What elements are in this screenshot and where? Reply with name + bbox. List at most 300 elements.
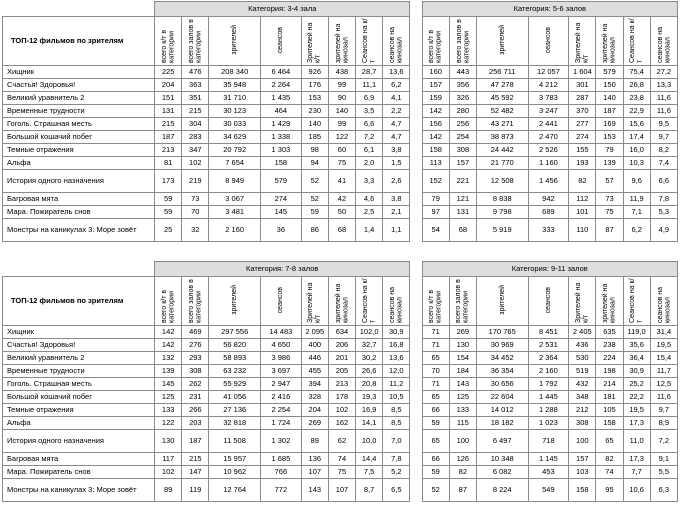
table-cell: 159: [422, 92, 449, 105]
table-gap: [410, 404, 422, 417]
table-cell: 13,6: [383, 352, 410, 365]
table-cell: 308: [182, 365, 209, 378]
table-cell: 41: [328, 170, 355, 193]
table-gap: [410, 466, 422, 479]
table-cell: 19,3: [356, 391, 383, 404]
table-gap: [410, 339, 422, 352]
column-header-label: зрителей на кинозал: [334, 283, 349, 323]
film-name: Хищник: [3, 66, 155, 79]
table-cell: 102: [182, 157, 209, 170]
film-name: История одного назначения: [3, 170, 155, 193]
table-cell: 102: [328, 404, 355, 417]
table-cell: 193: [569, 157, 596, 170]
table-cell: 70: [422, 365, 449, 378]
table-cell: 2,5: [356, 206, 383, 219]
table-cell: 74: [328, 453, 355, 466]
table-row: [3, 378, 678, 391]
table-cell: 71: [422, 378, 449, 391]
table-cell: 25,2: [623, 378, 650, 391]
table-cell: 2 531: [528, 339, 569, 352]
table-cell: 142: [422, 131, 449, 144]
table-cell: 130: [155, 430, 182, 453]
table-cell: 158: [569, 479, 596, 502]
table-cell: 13,3: [650, 79, 677, 92]
table-cell: 152: [422, 170, 449, 193]
table-cell: 101: [569, 206, 596, 219]
table-cell: 1 429: [260, 118, 301, 131]
column-header-label: всего залов в категории: [455, 19, 470, 63]
film-name: Большой кошачий побег: [3, 131, 155, 144]
table-cell: 3,8: [383, 144, 410, 157]
table-row: [3, 479, 678, 502]
table-cell: 19,5: [623, 404, 650, 417]
table-cell: 30,9: [383, 326, 410, 339]
table-cell: 41 056: [209, 391, 261, 404]
table-cell: 82: [596, 453, 623, 466]
table-cell: 52: [422, 479, 449, 502]
column-header: [476, 277, 528, 326]
table-cell: 62: [328, 430, 355, 453]
table-cell: 519: [569, 365, 596, 378]
column-header: [528, 277, 569, 326]
table-cell: 32 818: [209, 417, 261, 430]
table-cell: 7,7: [623, 466, 650, 479]
column-header-label: Сеансов на к/т: [361, 278, 377, 323]
table-cell: 12,0: [383, 365, 410, 378]
table-row: [3, 352, 678, 365]
table-cell: 133: [449, 404, 476, 417]
table-cell: 530: [569, 352, 596, 365]
table-row: [3, 92, 678, 105]
category-title-7-8: Категория: 7-8 залов: [155, 262, 410, 277]
table-cell: 213: [328, 378, 355, 391]
column-header: [650, 17, 677, 66]
table-gap: [410, 206, 422, 219]
table-cell: 34 629: [209, 131, 261, 144]
table-cell: 8,9: [650, 417, 677, 430]
table-cell: 11,7: [650, 365, 677, 378]
table-cell: 453: [528, 466, 569, 479]
table-row: [3, 144, 678, 157]
table-cell: 215: [182, 105, 209, 118]
table-cell: 308: [569, 417, 596, 430]
table-cell: 5 919: [476, 219, 528, 242]
table-cell: 347: [182, 144, 209, 157]
table-cell: 2 254: [261, 404, 302, 417]
table-cell: 15,4: [650, 352, 677, 365]
table-cell: 9,1: [650, 453, 677, 466]
column-header-label: Сеансов на к/т: [361, 18, 377, 63]
table-cell: 59: [422, 417, 449, 430]
table-cell: 38 873: [476, 131, 528, 144]
table-cell: 17,3: [623, 417, 650, 430]
table-cell: 74: [596, 466, 623, 479]
table-cell: 9 798: [476, 206, 528, 219]
table-cell: 400: [301, 339, 328, 352]
table-cell: 12 057: [528, 66, 569, 79]
table-cell: 1 302: [261, 430, 302, 453]
column-header-label: Зрителей на к/т: [575, 22, 590, 63]
table-cell: 102,0: [356, 326, 383, 339]
category-title-3-4: Категория: 3-4 зала: [155, 2, 410, 17]
table-cell: 100: [449, 430, 476, 453]
table-cell: 169: [596, 118, 623, 131]
table-cell: 89: [301, 430, 328, 453]
table-cell: 8,2: [650, 144, 677, 157]
table-row: [3, 206, 678, 219]
column-header-label: Зрителей на к/т: [307, 22, 322, 63]
table-cell: 16,9: [356, 404, 383, 417]
table-cell: 22,9: [623, 105, 650, 118]
table-gap: [410, 118, 422, 131]
table-cell: 58 893: [209, 352, 261, 365]
column-header-label: зрителей на кинозал: [602, 283, 617, 323]
table-cell: 154: [449, 352, 476, 365]
table-cell: 351: [182, 92, 209, 105]
table-cell: 170 765: [476, 326, 528, 339]
table-cell: 125: [449, 391, 476, 404]
table-cell: 2 526: [528, 144, 569, 157]
table-cell: 4,1: [383, 92, 410, 105]
column-header: [569, 277, 596, 326]
table-gap: [410, 391, 422, 404]
table-cell: 18 182: [476, 417, 528, 430]
table-cell: 274: [260, 193, 301, 206]
table-cell: 14 012: [476, 404, 528, 417]
table-cell: 68: [449, 219, 476, 242]
table-cell: 6 497: [476, 430, 528, 453]
table-cell: 140: [328, 105, 355, 118]
film-name: Багровая мята: [3, 193, 155, 206]
column-header: [209, 17, 261, 66]
column-header-label: Сеансов на к/т: [629, 278, 644, 323]
table-cell: 13,6: [383, 66, 410, 79]
table-cell: 215: [182, 453, 209, 466]
table-cell: 66: [422, 404, 449, 417]
table-cell: 103: [569, 466, 596, 479]
table-cell: 59: [422, 466, 449, 479]
table-cell: 102: [155, 466, 182, 479]
table-cell: 256: [449, 118, 476, 131]
table-cell: 17,4: [623, 131, 650, 144]
table-cell: 131: [449, 206, 476, 219]
table-cell: 476: [182, 66, 209, 79]
table-cell: 22,2: [623, 391, 650, 404]
table-cell: 10,0: [356, 430, 383, 453]
column-header: [476, 17, 528, 66]
table-cell: 370: [569, 105, 596, 118]
film-name: Мара. Пожиратель снов: [3, 206, 155, 219]
table-cell: 15,6: [623, 118, 650, 131]
table-cell: 11,6: [650, 92, 677, 105]
table-cell: 79: [596, 144, 623, 157]
table-cell: 52: [301, 170, 328, 193]
table-cell: 206: [328, 339, 355, 352]
table-cell: 43 271: [476, 118, 528, 131]
table-cell: 9,5: [650, 118, 677, 131]
table-cell: 145: [260, 206, 301, 219]
category-title-9-11: Категория: 9-11 залов: [422, 262, 677, 277]
table-row: [3, 453, 678, 466]
table-cell: 6 464: [260, 66, 301, 79]
table-gap: [410, 365, 422, 378]
table-cell: 187: [182, 430, 209, 453]
table-cell: 115: [449, 417, 476, 430]
column-header: [650, 277, 677, 326]
table-cell: 2 364: [528, 352, 569, 365]
table-cell: 10,3: [623, 157, 650, 170]
table-cell: 157: [449, 157, 476, 170]
table-cell: 394: [301, 378, 328, 391]
table-cell: 203: [182, 417, 209, 430]
table-cell: 277: [569, 118, 596, 131]
table-cell: 2,1: [383, 206, 410, 219]
bottom-category-table: [2, 261, 678, 502]
table-cell: 287: [569, 92, 596, 105]
film-name: Мара. Пожиратель снов: [3, 466, 155, 479]
film-name: Временные трудности: [3, 365, 155, 378]
column-header: [182, 277, 209, 326]
film-name: Монстры на каникулах 3: Море зовёт: [3, 479, 155, 502]
film-name: Временные трудности: [3, 105, 155, 118]
table-cell: 12 508: [476, 170, 528, 193]
column-header: [422, 17, 449, 66]
table-gap: [410, 17, 422, 66]
column-header: [623, 277, 650, 326]
table-cell: 219: [182, 170, 209, 193]
film-name: Великий уравнитель 2: [3, 92, 155, 105]
table-row: [3, 430, 678, 453]
column-header-label: зрителей: [498, 285, 506, 315]
table-row: [3, 219, 678, 242]
table-cell: 87: [449, 479, 476, 502]
table-cell: 7,0: [383, 430, 410, 453]
table-cell: 107: [301, 466, 328, 479]
table-cell: 56 820: [209, 339, 261, 352]
table-cell: 32: [182, 219, 209, 242]
table-cell: 8,5: [383, 417, 410, 430]
table-cell: 26,6: [356, 365, 383, 378]
table-cell: 65: [422, 391, 449, 404]
table-cell: 151: [155, 92, 182, 105]
table-cell: 125: [155, 391, 182, 404]
column-header-label: сеансов: [277, 26, 285, 54]
table-cell: 142: [422, 105, 449, 118]
table-cell: 20,8: [356, 378, 383, 391]
table-cell: 52 482: [476, 105, 528, 118]
table-cell: 139: [596, 157, 623, 170]
table-cell: 438: [328, 66, 355, 79]
film-name: Гоголь. Страшная месть: [3, 118, 155, 131]
column-header-label: сеансов: [544, 286, 552, 314]
column-header: [328, 277, 355, 326]
table-gap: [410, 66, 422, 79]
column-header-label: всего залов в категории: [455, 279, 470, 323]
table-cell: 178: [328, 391, 355, 404]
table-cell: 208 340: [209, 66, 261, 79]
table-cell: 274: [569, 131, 596, 144]
table-cell: 293: [182, 352, 209, 365]
table-cell: 3 481: [209, 206, 261, 219]
table-cell: 4,6: [356, 193, 383, 206]
table-cell: 87: [596, 219, 623, 242]
table-cell: 333: [528, 219, 569, 242]
table-cell: 2 470: [528, 131, 569, 144]
table-cell: 27 136: [209, 404, 261, 417]
table-cell: 160: [422, 66, 449, 79]
table-cell: 57: [596, 170, 623, 193]
column-header-label: Сеансов на к/т: [629, 18, 644, 63]
table-cell: 204: [301, 404, 328, 417]
table-cell: 16,0: [623, 144, 650, 157]
table-cell: 107: [328, 479, 355, 502]
table-cell: 36: [260, 219, 301, 242]
table-row: [3, 66, 678, 79]
table-row: [3, 466, 678, 479]
table-cell: 254: [449, 131, 476, 144]
table-cell: 75: [328, 157, 355, 170]
table-cell: 157: [569, 453, 596, 466]
table-cell: 59: [301, 206, 328, 219]
table-cell: 6,3: [650, 479, 677, 502]
column-header: [356, 17, 383, 66]
table-cell: 446: [301, 352, 328, 365]
table-cell: 230: [301, 105, 328, 118]
table-cell: 1 456: [528, 170, 569, 193]
table-cell: 7,1: [623, 206, 650, 219]
table-cell: 140: [301, 118, 328, 131]
table-cell: 21 770: [476, 157, 528, 170]
table-cell: 11 508: [209, 430, 261, 453]
table-cell: 224: [596, 352, 623, 365]
column-header: [383, 277, 410, 326]
table-cell: 7,4: [650, 157, 677, 170]
table-cell: 10 348: [476, 453, 528, 466]
table-cell: 4 650: [261, 339, 302, 352]
column-header-label: зрителей: [231, 285, 239, 315]
column-header-label: всего залов в категории: [187, 279, 203, 323]
table-cell: 26,8: [623, 79, 650, 92]
table-cell: 579: [596, 66, 623, 79]
table-cell: 8,5: [383, 404, 410, 417]
table-cell: 8,7: [356, 479, 383, 502]
table-cell: 30 033: [209, 118, 261, 131]
table-cell: 158: [260, 157, 301, 170]
table-cell: 19,5: [650, 339, 677, 352]
table-cell: 45 592: [476, 92, 528, 105]
table-cell: 68: [328, 219, 355, 242]
table-cell: 23,8: [623, 92, 650, 105]
column-header-label: Зрителей на к/т: [574, 282, 590, 323]
table-cell: 4 212: [528, 79, 569, 92]
table-cell: 65: [422, 352, 449, 365]
table-cell: 579: [260, 170, 301, 193]
table-row: [3, 404, 678, 417]
column-header-label: всего к/т в категории: [428, 29, 443, 63]
table-row: [3, 391, 678, 404]
table-cell: 464: [260, 105, 301, 118]
table-cell: 2,2: [383, 105, 410, 118]
table-cell: 34 452: [476, 352, 528, 365]
table-cell: 119: [182, 479, 209, 502]
column-header-label: сеансов на кинозал: [656, 26, 671, 63]
table-cell: 47 278: [476, 79, 528, 92]
table-cell: 718: [528, 430, 569, 453]
table-gap: [410, 144, 422, 157]
table-cell: 2 441: [528, 118, 569, 131]
table-cell: 11,0: [623, 430, 650, 453]
table-cell: 1 338: [260, 131, 301, 144]
table-cell: 75: [596, 206, 623, 219]
column-header-label: зрителей на кинозал: [334, 23, 349, 63]
film-name: Хищник: [3, 326, 155, 339]
table-cell: 24 442: [476, 144, 528, 157]
column-header: [449, 17, 476, 66]
column-header: [449, 277, 476, 326]
table-cell: 14,4: [356, 453, 383, 466]
table-cell: 176: [301, 79, 328, 92]
table-cell: 95: [596, 479, 623, 502]
column-header: [301, 17, 328, 66]
table-cell: 153: [596, 131, 623, 144]
table-cell: 3,5: [356, 105, 383, 118]
table-cell: 356: [449, 79, 476, 92]
column-header: [383, 17, 410, 66]
table-cell: 1 023: [528, 417, 569, 430]
table-cell: 32,7: [356, 339, 383, 352]
table-gap: [410, 79, 422, 92]
column-header: [155, 17, 182, 66]
table-cell: 30 969: [476, 339, 528, 352]
column-header: [261, 277, 302, 326]
table-cell: 20 792: [209, 144, 261, 157]
table-cell: 31 710: [209, 92, 261, 105]
table-row: [3, 339, 678, 352]
table-cell: 2 264: [260, 79, 301, 92]
table-cell: 3 783: [528, 92, 569, 105]
table-cell: 136: [301, 453, 328, 466]
table-cell: 55 929: [209, 378, 261, 391]
table-cell: 6,6: [650, 170, 677, 193]
table-cell: 225: [155, 66, 182, 79]
table-cell: 112: [569, 193, 596, 206]
table-cell: 772: [261, 479, 302, 502]
table-cell: 262: [182, 378, 209, 391]
table-cell: 155: [569, 144, 596, 157]
table-cell: 14,1: [356, 417, 383, 430]
column-header: [422, 277, 449, 326]
table-cell: 198: [596, 365, 623, 378]
table-cell: 30,9: [623, 365, 650, 378]
table-gap: [410, 105, 422, 118]
table-cell: 269: [449, 326, 476, 339]
column-header-label: зрителей на кинозал: [602, 23, 617, 63]
table-cell: 9,7: [650, 131, 677, 144]
table-row: [3, 79, 678, 92]
film-name: Альфа: [3, 417, 155, 430]
table-cell: 256 711: [476, 66, 528, 79]
table-cell: 75: [328, 466, 355, 479]
column-header-label: зрителей: [231, 25, 239, 55]
table-cell: 276: [182, 339, 209, 352]
table-row: [3, 417, 678, 430]
table-cell: 100: [569, 430, 596, 453]
table-cell: 60: [328, 144, 355, 157]
table-cell: 14 483: [261, 326, 302, 339]
table-cell: 1 145: [528, 453, 569, 466]
column-header-label: сеансов: [544, 26, 552, 54]
row-header-title: ТОП-12 фильмов по зрителям: [3, 277, 155, 326]
